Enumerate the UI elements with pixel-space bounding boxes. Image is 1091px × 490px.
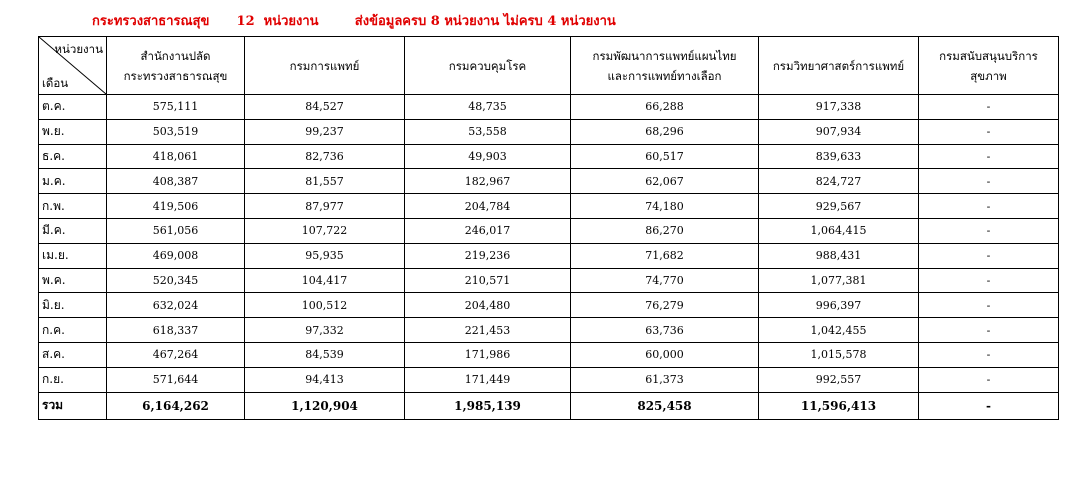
value-cell: 520,345 bbox=[107, 268, 245, 293]
page-title: กระทรวงสาธารณสุข 12 หน่วยงาน ส่งข้อมูลครบ 8 หน่วยงาน ไม่ครบ 4 หน่วยงาน bbox=[92, 14, 616, 29]
value-cell: 62,067 bbox=[571, 169, 759, 194]
table-row bbox=[39, 119, 1059, 144]
value-cell: - bbox=[919, 243, 1059, 268]
value-cell: 49,903 bbox=[405, 144, 571, 169]
month-cell: มี.ค. bbox=[39, 218, 107, 243]
total-cell: 11,596,413 bbox=[759, 392, 919, 419]
table-body bbox=[39, 95, 1059, 393]
value-cell: 68,296 bbox=[571, 119, 759, 144]
value-cell: 408,387 bbox=[107, 169, 245, 194]
value-cell: 182,967 bbox=[405, 169, 571, 194]
value-cell: 100,512 bbox=[245, 293, 405, 318]
value-cell: 48,735 bbox=[405, 95, 571, 120]
month-cell: ธ.ค. bbox=[39, 144, 107, 169]
value-cell: 575,111 bbox=[107, 95, 245, 120]
month-cell: พ.ย. bbox=[39, 119, 107, 144]
value-cell: 104,417 bbox=[245, 268, 405, 293]
value-cell: 907,934 bbox=[759, 119, 919, 144]
table-row bbox=[39, 342, 1059, 367]
value-cell: 53,558 bbox=[405, 119, 571, 144]
value-cell: 246,017 bbox=[405, 218, 571, 243]
value-cell: 76,279 bbox=[571, 293, 759, 318]
table-row bbox=[39, 95, 1059, 120]
value-cell: 561,056 bbox=[107, 218, 245, 243]
total-cell: 1,120,904 bbox=[245, 392, 405, 419]
data-table bbox=[38, 36, 1059, 420]
value-cell: - bbox=[919, 218, 1059, 243]
value-cell: 503,519 bbox=[107, 119, 245, 144]
value-cell: 929,567 bbox=[759, 194, 919, 219]
value-cell: 632,024 bbox=[107, 293, 245, 318]
table-row bbox=[39, 144, 1059, 169]
value-cell: 988,431 bbox=[759, 243, 919, 268]
value-cell: 81,557 bbox=[245, 169, 405, 194]
value-cell: - bbox=[919, 318, 1059, 343]
value-cell: 84,539 bbox=[245, 342, 405, 367]
month-cell: พ.ค. bbox=[39, 268, 107, 293]
total-row bbox=[39, 392, 1059, 419]
value-cell: 84,527 bbox=[245, 95, 405, 120]
value-cell: 99,237 bbox=[245, 119, 405, 144]
value-cell: 996,397 bbox=[759, 293, 919, 318]
corner-header-cell bbox=[39, 37, 107, 95]
table-row bbox=[39, 268, 1059, 293]
table-row bbox=[39, 169, 1059, 194]
value-cell: 87,977 bbox=[245, 194, 405, 219]
value-cell: 469,008 bbox=[107, 243, 245, 268]
value-cell: 66,288 bbox=[571, 95, 759, 120]
value-cell: - bbox=[919, 144, 1059, 169]
value-cell: 171,449 bbox=[405, 367, 571, 392]
corner-label-month: เดือน bbox=[42, 76, 69, 90]
value-cell: 219,236 bbox=[405, 243, 571, 268]
value-cell: 221,453 bbox=[405, 318, 571, 343]
value-cell: 94,413 bbox=[245, 367, 405, 392]
month-cell: ก.ค. bbox=[39, 318, 107, 343]
value-cell: 917,338 bbox=[759, 95, 919, 120]
month-cell: ส.ค. bbox=[39, 342, 107, 367]
value-cell: 571,644 bbox=[107, 367, 245, 392]
value-cell: - bbox=[919, 169, 1059, 194]
value-cell: 82,736 bbox=[245, 144, 405, 169]
value-cell: 74,180 bbox=[571, 194, 759, 219]
month-cell: ก.พ. bbox=[39, 194, 107, 219]
value-cell: 97,332 bbox=[245, 318, 405, 343]
value-cell: 1,064,415 bbox=[759, 218, 919, 243]
total-cell: - bbox=[919, 392, 1059, 419]
month-cell: มิ.ย. bbox=[39, 293, 107, 318]
value-cell: 1,042,455 bbox=[759, 318, 919, 343]
total-cell: 825,458 bbox=[571, 392, 759, 419]
value-cell: 71,682 bbox=[571, 243, 759, 268]
column-header: กรมพัฒนาการแพทย์แผนไทย และการแพทย์ทางเลือก bbox=[571, 37, 759, 95]
value-cell: - bbox=[919, 342, 1059, 367]
value-cell: 74,770 bbox=[571, 268, 759, 293]
month-cell: ต.ค. bbox=[39, 95, 107, 120]
column-header: กรมสนับสนุนบริการ สุขภาพ bbox=[919, 37, 1059, 95]
value-cell: 60,000 bbox=[571, 342, 759, 367]
value-cell: 60,517 bbox=[571, 144, 759, 169]
value-cell: 86,270 bbox=[571, 218, 759, 243]
value-cell: - bbox=[919, 293, 1059, 318]
table-row bbox=[39, 194, 1059, 219]
total-cell: 6,164,262 bbox=[107, 392, 245, 419]
month-cell: เม.ย. bbox=[39, 243, 107, 268]
value-cell: 992,557 bbox=[759, 367, 919, 392]
column-header: กรมควบคุมโรค bbox=[405, 37, 571, 95]
value-cell: - bbox=[919, 119, 1059, 144]
value-cell: 204,480 bbox=[405, 293, 571, 318]
value-cell: - bbox=[919, 367, 1059, 392]
value-cell: 204,784 bbox=[405, 194, 571, 219]
value-cell: - bbox=[919, 268, 1059, 293]
corner-label-agency: หน่วยงาน bbox=[54, 42, 103, 56]
value-cell: 618,337 bbox=[107, 318, 245, 343]
value-cell: 171,986 bbox=[405, 342, 571, 367]
table-header-row bbox=[39, 37, 1059, 95]
value-cell: 95,935 bbox=[245, 243, 405, 268]
value-cell: - bbox=[919, 95, 1059, 120]
value-cell: 839,633 bbox=[759, 144, 919, 169]
value-cell: 1,015,578 bbox=[759, 342, 919, 367]
total-label: รวม bbox=[39, 392, 107, 419]
total-cell: 1,985,139 bbox=[405, 392, 571, 419]
table-row bbox=[39, 243, 1059, 268]
table-row bbox=[39, 293, 1059, 318]
value-cell: 1,077,381 bbox=[759, 268, 919, 293]
table-row bbox=[39, 367, 1059, 392]
table-row bbox=[39, 218, 1059, 243]
value-cell: 419,506 bbox=[107, 194, 245, 219]
value-cell: 418,061 bbox=[107, 144, 245, 169]
column-header: กรมการแพทย์ bbox=[245, 37, 405, 95]
month-cell: ม.ค. bbox=[39, 169, 107, 194]
column-header: กรมวิทยาศาสตร์การแพทย์ bbox=[759, 37, 919, 95]
value-cell: 63,736 bbox=[571, 318, 759, 343]
value-cell: 107,722 bbox=[245, 218, 405, 243]
month-cell: ก.ย. bbox=[39, 367, 107, 392]
value-cell: 824,727 bbox=[759, 169, 919, 194]
value-cell: 210,571 bbox=[405, 268, 571, 293]
value-cell: - bbox=[919, 194, 1059, 219]
value-cell: 61,373 bbox=[571, 367, 759, 392]
table-row bbox=[39, 318, 1059, 343]
value-cell: 467,264 bbox=[107, 342, 245, 367]
column-header: สำนักงานปลัด กระทรวงสาธารณสุข bbox=[107, 37, 245, 95]
